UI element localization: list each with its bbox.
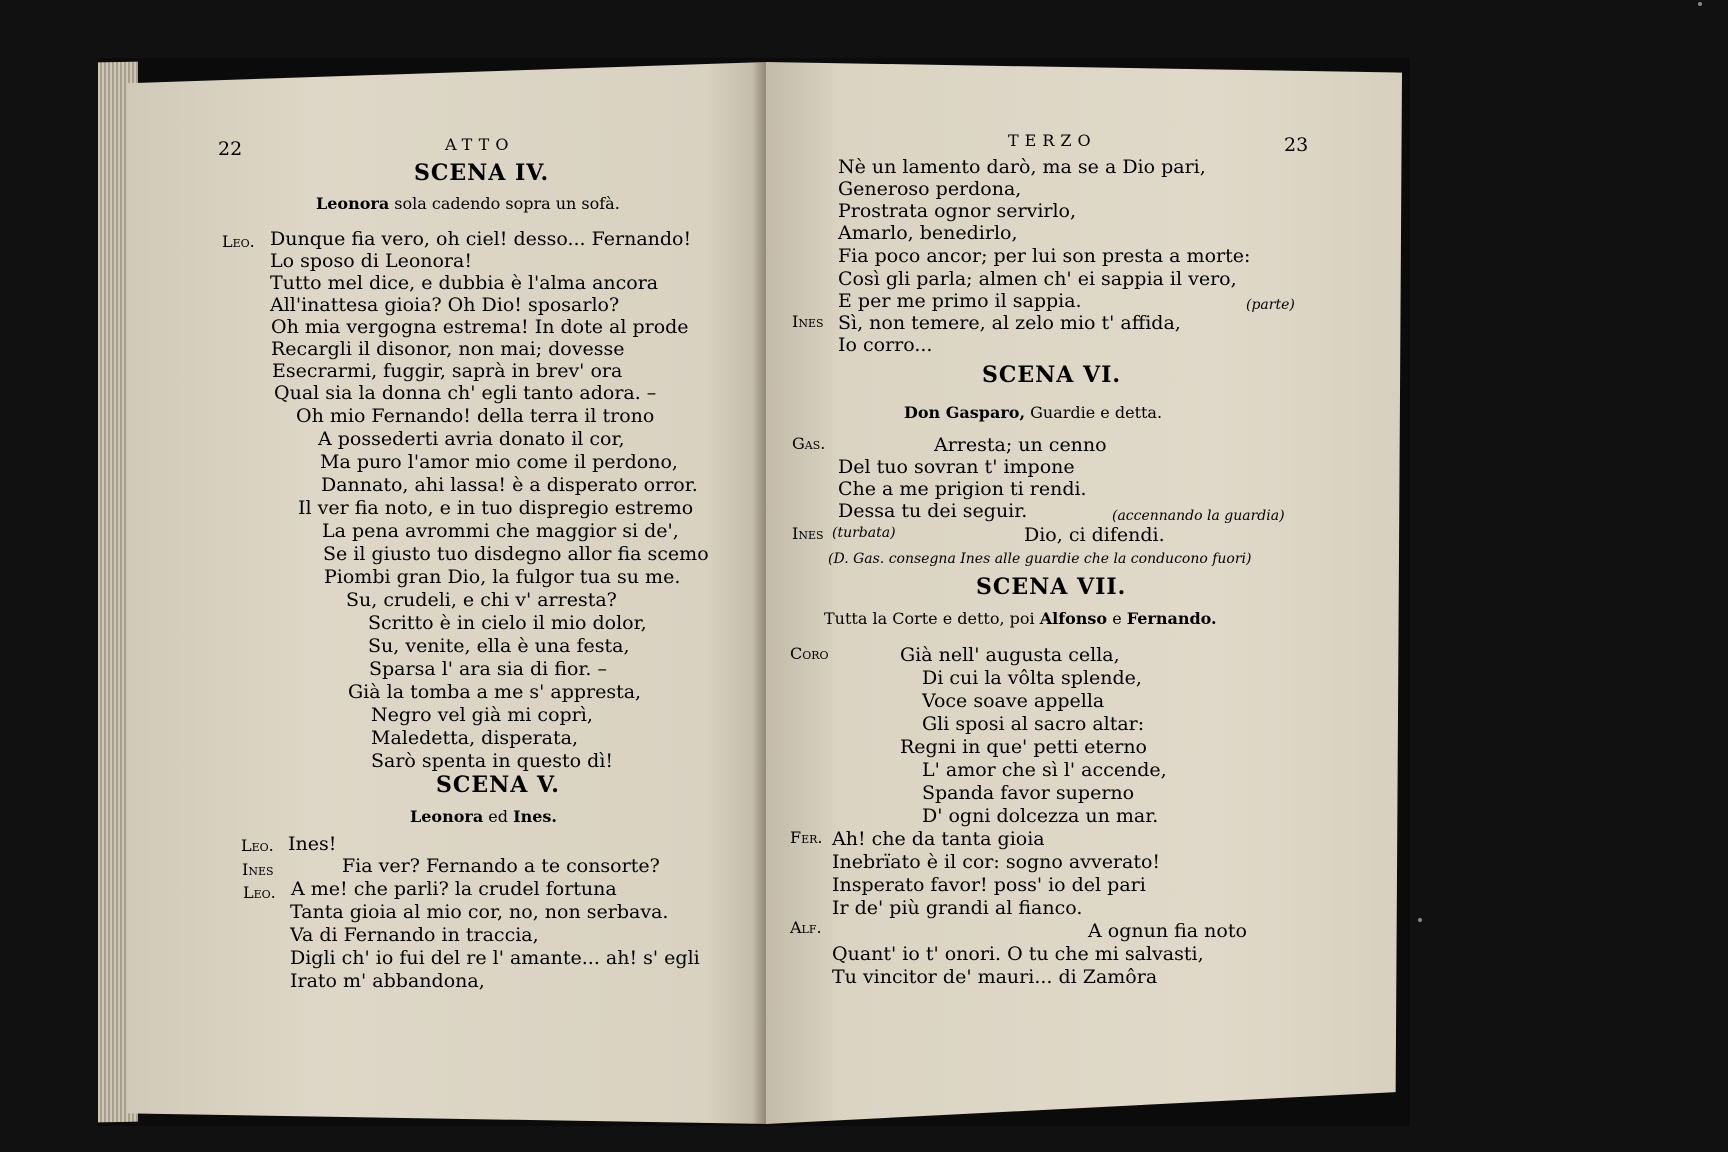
verse-line: Amarlo, benedirlo, (838, 222, 1018, 244)
scena-v-subtitle: Leonora ed Ines. (410, 807, 557, 826)
verse-line: Sì, non temere, al zelo mio t' affida, (838, 312, 1181, 334)
verse-line: Piombi gran Dio, la fulgor tua su me. (324, 566, 681, 588)
verse-line: D' ogni dolcezza un mar. (922, 805, 1159, 827)
left-running-head: ATTO (445, 135, 515, 154)
verse-line: Già la tomba a me s' appresta, (348, 681, 642, 703)
verse-line: Qual sia la donna ch' egli tanto adora. – (274, 382, 657, 404)
speaker-fer: Fer. (790, 828, 823, 847)
verse-line: Dannato, ahi lassa! è a disperato orror. (321, 474, 698, 496)
verse-line: Del tuo sovran t' impone (838, 456, 1075, 478)
verse-line: Se il giusto tuo disdegno allor fia scemo (323, 543, 709, 565)
verse-line: Gli sposi al sacro altar: (922, 713, 1145, 735)
verse-line: L' amor che sì l' accende, (922, 759, 1167, 781)
verse-line: Su, crudeli, e chi v' arresta? (346, 589, 617, 611)
scan-speck (1698, 2, 1702, 6)
stage-direction: (turbata) (832, 525, 896, 541)
speaker-label: Ines (242, 860, 274, 879)
scena-vii-subtitle: Tutta la Corte e detto, poi Alfonso e Fernando. (824, 609, 1217, 628)
verse-line: Negro vel già mi coprì, (371, 704, 593, 726)
verse-line: Recargli il disonor, non mai; dovesse (271, 338, 625, 360)
verse-line: Tutto mel dice, e dubbia è l'alma ancora (270, 272, 659, 294)
verse-line: Il ver fia noto, e in tuo dispregio estremo (298, 497, 694, 519)
left-page-number: 22 (218, 138, 243, 160)
dialogue-line: Fia ver? Fernando a te consorte? (342, 855, 660, 877)
verse-line: Dio, ci difendi. (1024, 524, 1165, 546)
verse-line: Generoso perdona, (838, 178, 1022, 200)
verse-line: Lo sposo di Leonora! (270, 250, 472, 272)
dialogue-line: Irato m' abbandona, (290, 970, 485, 992)
verse-line: Spanda favor superno (922, 782, 1135, 804)
verse-line: E per me primo il sappia. (838, 290, 1082, 312)
verse-line: Così gli parla; almen ch' ei sappia il vero, (838, 268, 1237, 290)
verse-line: Sparsa l' ara sia di fior. – (369, 658, 607, 680)
verse-line: Regni in que' petti eterno (900, 736, 1147, 758)
verse-line: Di cui la vôlta splende, (922, 667, 1142, 689)
verse-line: Ah! che da tanta gioia (832, 828, 1045, 850)
verse-line: Arresta; un cenno (934, 434, 1107, 456)
verse-line: A ognun fia noto (1088, 920, 1247, 942)
scena-vii-heading: SCENA VII. (976, 574, 1127, 600)
stage-direction: (accennando la guardia) (1112, 508, 1285, 524)
speaker-leo: Leo. (222, 232, 255, 251)
verse-line: Io corro... (838, 334, 933, 356)
verse-line: Fia poco ancor; per lui son presta a morte: (838, 245, 1251, 267)
verse-line: Nè un lamento darò, ma se a Dio pari, (838, 156, 1206, 178)
speaker-coro: Coro (790, 644, 829, 663)
scena-v-heading: SCENA V. (436, 772, 560, 798)
verse-line: A possederti avria donato il cor, (318, 428, 625, 450)
right-running-head: TERZO (1008, 131, 1097, 150)
scena-iv-subtitle: Leonora sola cadendo sopra un sofà. (316, 194, 620, 213)
verse-line: Oh mia vergogna estrema! In dote al prode (271, 316, 689, 338)
dialogue-line: A me! che parli? la crudel fortuna (291, 878, 617, 900)
verse-line: Esecrarmi, fuggir, saprà in brev' ora (272, 360, 623, 382)
verse-line: Oh mio Fernando! della terra il trono (296, 405, 655, 427)
stage-direction-parte: (parte) (1246, 297, 1295, 313)
scena-vi-subtitle: Don Gasparo, Guardie e detta. (904, 403, 1163, 422)
speaker-ines: Ines (792, 312, 824, 331)
verse-line: La pena avrommi che maggior si de', (322, 520, 679, 542)
stage-direction: (D. Gas. consegna Ines alle guardie che la conducono fuori) (828, 551, 1252, 567)
right-page-number: 23 (1284, 134, 1309, 156)
verse-line: Sarò spenta in questo dì! (371, 750, 614, 772)
speaker-alf: Alf. (790, 918, 822, 937)
speaker-ines: Ines (792, 524, 824, 543)
verse-line: Ma puro l'amor mio come il perdono, (320, 451, 678, 473)
verse-line: Dessa tu dei seguir. (838, 500, 1028, 522)
scena-vi-heading: SCENA VI. (982, 362, 1122, 388)
dialogue-line: Ines! (288, 833, 337, 855)
verse-line: Dunque fia vero, oh ciel! desso... Fernando! (270, 228, 692, 250)
scena-iv-heading: SCENA IV. (414, 160, 550, 186)
verse-line: Quant' io t' onori. O tu che mi salvasti, (832, 943, 1204, 965)
verse-line: Prostrata ognor servirlo, (838, 200, 1077, 222)
verse-line: Su, venite, ella è una festa, (368, 635, 630, 657)
verse-line: Tu vincitor de' mauri... di Zamôra (832, 966, 1158, 988)
dialogue-line: Tanta gioia al mio cor, no, non serbava. (290, 901, 669, 923)
verse-line: Scritto è in cielo il mio dolor, (368, 612, 647, 634)
verse-line: Già nell' augusta cella, (900, 644, 1120, 666)
dialogue-line: Va di Fernando in traccia, (290, 924, 539, 946)
speaker-label: Leo. (241, 836, 274, 855)
speaker-gas: Gas. (792, 434, 826, 453)
verse-line: Ir de' più grandi al fianco. (832, 897, 1083, 919)
speaker-label: Leo. (243, 883, 276, 902)
verse-line: Voce soave appella (922, 690, 1105, 712)
scan-speck (1418, 918, 1422, 922)
verse-line: All'inattesa gioia? Oh Dio! sposarlo? (270, 294, 620, 316)
verse-line: Che a me prigion ti rendi. (838, 478, 1087, 500)
verse-line: Maledetta, disperata, (371, 727, 578, 749)
verse-line: Inebrïato è il cor: sogno avverato! (832, 851, 1161, 873)
dialogue-line: Digli ch' io fui del re l' amante... ah! s' egli (290, 947, 700, 969)
verse-line: Insperato favor! poss' io del pari (832, 874, 1146, 896)
